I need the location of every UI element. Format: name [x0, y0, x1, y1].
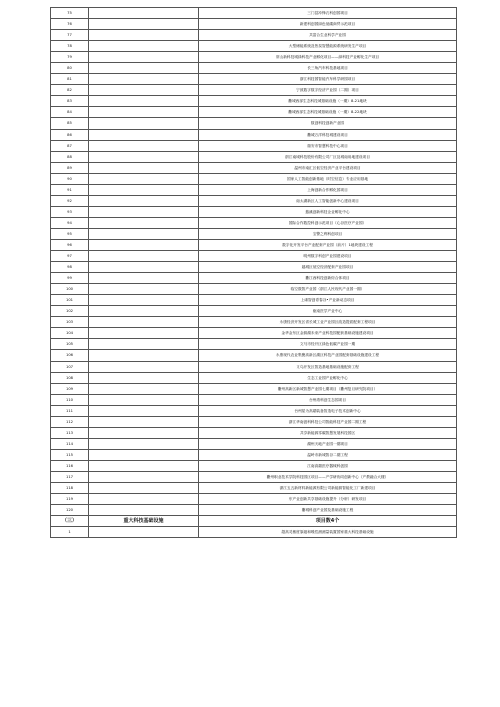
table-row	[51, 41, 457, 52]
table-row	[51, 162, 457, 173]
table-row	[51, 317, 457, 328]
row-project-name: 数创科技创新产业园	[199, 118, 457, 129]
row-number: 88	[51, 151, 89, 162]
table-row	[51, 251, 457, 262]
row-number: 99	[51, 273, 89, 284]
row-project-name: 南太湖新区人工智能创新中心建设项目	[199, 195, 457, 206]
table-row	[51, 383, 457, 394]
row-number: 93	[51, 206, 89, 217]
table-row	[51, 427, 457, 438]
table-row	[51, 228, 457, 239]
row-project-name: 上海创新合作孵化园项目	[199, 184, 457, 195]
table-row	[51, 52, 457, 63]
table-row	[51, 328, 457, 339]
table-row	[51, 273, 457, 284]
section-count: 项目数4个	[199, 516, 457, 527]
row-project-name: 文马市经开区绿色低碳产业园一期	[199, 339, 457, 350]
row-project-name: 衢城西部生态科技城基础设施（一期）8-22地块	[199, 107, 457, 118]
row-project-name: 国家人工智能创新基地（时空信息）专业应用基地	[199, 173, 457, 184]
row-project-name: 生态工业园产业孵化中心	[199, 372, 457, 383]
row-number: 80	[51, 63, 89, 74]
row-category	[89, 427, 199, 438]
row-number: 1	[51, 527, 89, 538]
row-category	[89, 372, 199, 383]
section-header-row	[51, 516, 457, 527]
row-project-name: 三门县冲锋衣科创园项目	[199, 8, 457, 19]
table-row	[51, 96, 457, 107]
row-project-name: 永康现代农业集聚高新区湖区科技产业园配套基础设施建设工程	[199, 350, 457, 361]
row-project-name: 温岭市新城智谷二期工程	[199, 449, 457, 460]
row-project-name: 衢江西科技创新综合体项目	[199, 273, 457, 284]
table-row	[51, 339, 457, 350]
row-category	[89, 173, 199, 184]
row-number: 108	[51, 372, 89, 383]
table-row	[51, 438, 457, 449]
row-project-name: 台州湾科创生态园项目	[199, 394, 457, 405]
row-category	[89, 63, 199, 74]
row-project-name: 宁波数字数字经济产业园（二期）项目	[199, 85, 457, 96]
row-project-name: 衢城西部生态科技城基础设施（一期）8-21地块	[199, 96, 457, 107]
row-category	[89, 129, 199, 140]
row-category	[89, 239, 199, 250]
table-row	[51, 85, 457, 96]
row-category	[89, 195, 199, 206]
row-project-name: 衢城万洋科技城建设项目	[199, 129, 457, 140]
row-number: 112	[51, 416, 89, 427]
row-number: 76	[51, 19, 89, 30]
row-number: 86	[51, 129, 89, 140]
row-category	[89, 19, 199, 30]
row-project-name: 慈溪创新科技企业孵化中心	[199, 206, 457, 217]
row-number: 106	[51, 350, 89, 361]
row-number: 75	[51, 8, 89, 19]
row-number: 87	[51, 140, 89, 151]
section-index: （三）	[51, 516, 89, 527]
row-number: 78	[51, 41, 89, 52]
row-number: 105	[51, 339, 89, 350]
row-number: 102	[51, 306, 89, 317]
row-category	[89, 471, 199, 482]
row-number: 77	[51, 30, 89, 41]
row-project-name: 瑞安市智慧科技中心项目	[199, 140, 457, 151]
row-project-name: 大型储能系统及热泵智慧能源系统研发生产项目	[199, 41, 457, 52]
row-number: 96	[51, 239, 89, 250]
row-project-name: 江南高端医疗器械科创园	[199, 460, 457, 471]
table-row	[51, 140, 457, 151]
row-category	[89, 30, 199, 41]
row-number: 115	[51, 449, 89, 460]
row-category	[89, 361, 199, 372]
row-category	[89, 295, 199, 306]
row-project-name: 金华金东区金源湖未来产业科技园配套基础设施建设项目	[199, 328, 457, 339]
table-row	[51, 460, 457, 471]
table-row	[51, 284, 457, 295]
table-row	[51, 483, 457, 494]
row-number: 83	[51, 96, 89, 107]
table-row	[51, 184, 457, 195]
row-category	[89, 405, 199, 416]
row-category	[89, 306, 199, 317]
row-category	[89, 438, 199, 449]
table-row	[51, 295, 457, 306]
row-category	[89, 107, 199, 118]
table-row	[51, 449, 457, 460]
row-category	[89, 217, 199, 228]
row-project-name: 永康经济开发区省长城工业产业园区改造提质配套工程项目	[199, 317, 457, 328]
row-project-name: 共享新能源零碳智慧发展科技园区	[199, 427, 457, 438]
table-row	[51, 173, 457, 184]
row-category	[89, 505, 199, 516]
row-category	[89, 273, 199, 284]
row-category	[89, 41, 199, 52]
row-project-name: 临空数智产业园（浙江人民现代产业园一期）	[199, 284, 457, 295]
row-category	[89, 96, 199, 107]
table-row	[51, 8, 457, 19]
table-row	[51, 239, 457, 250]
row-number: 117	[51, 471, 89, 482]
table-row	[51, 63, 457, 74]
row-project-name: 温州市南汇区低空经济产业平台建设项目	[199, 162, 457, 173]
row-number: 98	[51, 262, 89, 273]
row-category	[89, 206, 199, 217]
row-project-name: 衢城科创产业园及基础设施工程	[199, 505, 457, 516]
row-category	[89, 449, 199, 460]
row-category	[89, 52, 199, 63]
row-number: 101	[51, 295, 89, 306]
table-row	[51, 306, 457, 317]
row-number: 81	[51, 74, 89, 85]
table-row	[51, 107, 457, 118]
row-category	[89, 85, 199, 96]
table-row	[51, 505, 457, 516]
row-category	[89, 140, 199, 151]
row-project-name: 东产业创新共享基础设施提升（分析）研发项目	[199, 494, 457, 505]
table-row	[51, 30, 457, 41]
table-row	[51, 527, 457, 538]
row-category	[89, 494, 199, 505]
row-number: 100	[51, 284, 89, 295]
row-project-name: 新建科创园绿色低碳商贸示范项目	[199, 19, 457, 30]
project-rows	[51, 8, 457, 516]
table-row	[51, 129, 457, 140]
row-project-name: 国际合作数控科创示范项目（心谷医疗产业园）	[199, 217, 457, 228]
table-row	[51, 350, 457, 361]
row-number: 84	[51, 107, 89, 118]
row-project-name: 义乌开发区智造基地基础设施配套工程	[199, 361, 457, 372]
row-category	[89, 460, 199, 471]
row-project-name: 上虞智创青春谷•产业新动态项目	[199, 295, 457, 306]
row-category	[89, 483, 199, 494]
row-number: 120	[51, 505, 89, 516]
row-project-name: 衢州高新区新城智慧产业园七期项目（衢州复旦研究院项目）	[199, 383, 457, 394]
row-category	[89, 262, 199, 273]
table-row	[51, 217, 457, 228]
row-category	[89, 284, 199, 295]
row-category	[89, 339, 199, 350]
row-project-name: 常山新科技城绿科技产业孵化项目——绿科技产业孵化生产项目	[199, 52, 457, 63]
row-project-name: 衢州职业技术学院科技园区项目——产学研协同创新中心（产教融合大楼）	[199, 471, 457, 482]
row-number: 103	[51, 317, 89, 328]
row-category	[89, 350, 199, 361]
row-category	[89, 383, 199, 394]
row-category	[89, 416, 199, 427]
table-row	[51, 394, 457, 405]
row-number: 79	[51, 52, 89, 63]
row-number: 109	[51, 383, 89, 394]
row-project-name: 越城区低空经济配套产业园项目	[199, 262, 457, 273]
row-number: 89	[51, 162, 89, 173]
row-category	[89, 151, 199, 162]
table-row	[51, 195, 457, 206]
row-number: 85	[51, 118, 89, 129]
row-number: 116	[51, 460, 89, 471]
row-number: 97	[51, 251, 89, 262]
table-row	[51, 118, 457, 129]
row-project-name: 数字化开发平台产业配套产业园（前片）1地块建设工程	[199, 239, 457, 250]
row-project-name: 湖州天地产业园一期项目	[199, 438, 457, 449]
row-category	[89, 8, 199, 19]
row-category	[89, 527, 199, 538]
row-project-name: 浙江华南创科科技公司智能科技产业园二期工程	[199, 416, 457, 427]
row-number: 94	[51, 217, 89, 228]
row-number: 111	[51, 405, 89, 416]
row-category	[89, 118, 199, 129]
row-category	[89, 184, 199, 195]
table-row	[51, 151, 457, 162]
table-row	[51, 471, 457, 482]
row-number: 95	[51, 228, 89, 239]
row-number: 114	[51, 438, 89, 449]
row-number: 104	[51, 328, 89, 339]
row-category	[89, 74, 199, 85]
row-number: 118	[51, 483, 89, 494]
row-number: 107	[51, 361, 89, 372]
row-project-name: 浙江科技园智能汽车科学研园项目	[199, 74, 457, 85]
row-number: 91	[51, 184, 89, 195]
row-project-name: 长三角汽车科技基地项目	[199, 63, 457, 74]
row-project-name: 浙江南城科技股份有限公司厂区及城南用地建设项目	[199, 151, 457, 162]
table-row	[51, 74, 457, 85]
row-project-name: 共富合生业科学产业园	[199, 30, 457, 41]
row-project-name: 台州星为高端装备智造电子技术创新中心	[199, 405, 457, 416]
row-number: 113	[51, 427, 89, 438]
table-row	[51, 372, 457, 383]
table-row	[51, 405, 457, 416]
row-project-name: 明州数字科创产业园建设项目	[199, 251, 457, 262]
row-category	[89, 328, 199, 339]
table-row	[51, 494, 457, 505]
table-row	[51, 262, 457, 273]
row-number: 90	[51, 173, 89, 184]
table-row	[51, 361, 457, 372]
table-row	[51, 206, 457, 217]
row-number: 119	[51, 494, 89, 505]
row-number: 92	[51, 195, 89, 206]
row-project-name: 超高灵敏度原磁和嗅性测测量装置国家重大科技基础设施	[199, 527, 457, 538]
row-project-name: 浙江五五新材料新能源有限公司新能源智能化工厂新建项目	[199, 483, 457, 494]
row-project-name: 宝警之利科创项目	[199, 228, 457, 239]
table-row	[51, 19, 457, 30]
row-category	[89, 162, 199, 173]
row-number: 82	[51, 85, 89, 96]
row-project-name: 瓯南医学产业中心	[199, 306, 457, 317]
row-category	[89, 228, 199, 239]
row-number: 110	[51, 394, 89, 405]
project-table	[50, 7, 457, 538]
section-title: 重大科技基础设施	[89, 516, 199, 527]
row-category	[89, 394, 199, 405]
row-category	[89, 317, 199, 328]
table-row	[51, 416, 457, 427]
row-category	[89, 251, 199, 262]
